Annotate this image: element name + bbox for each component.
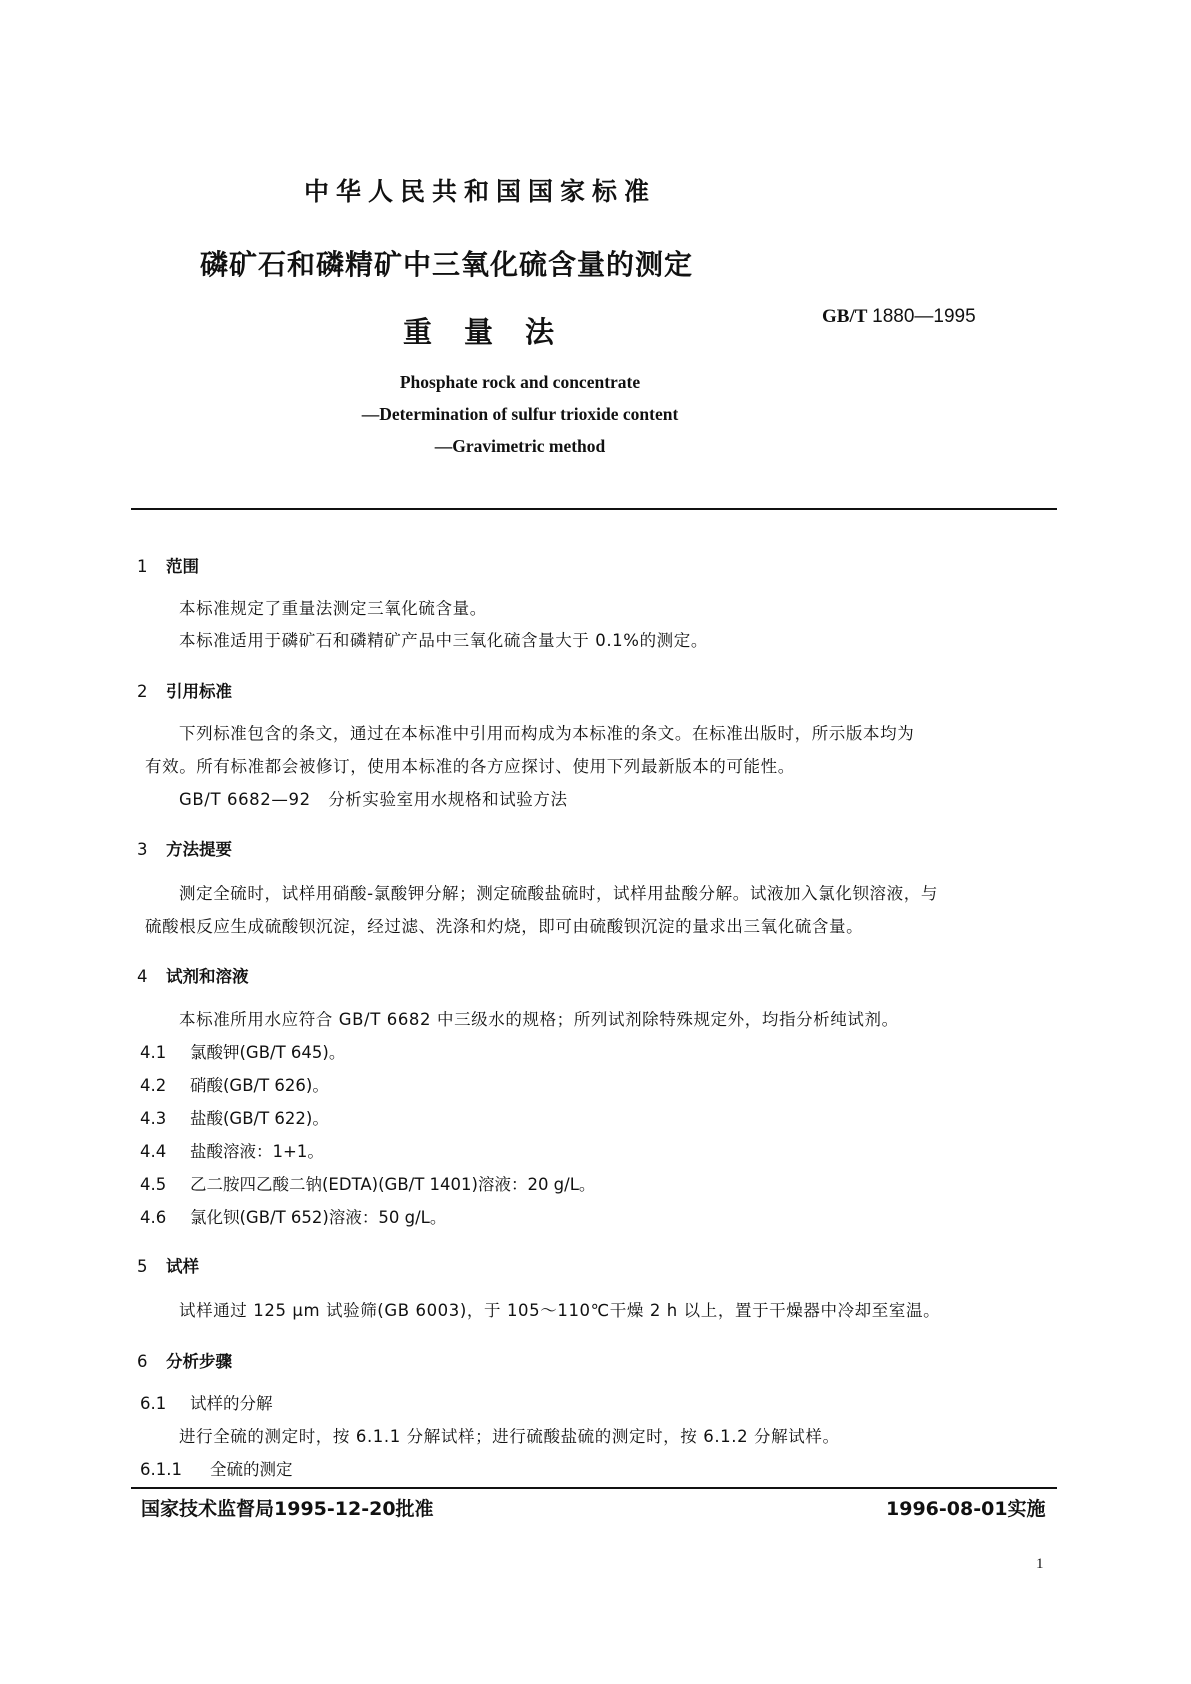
section-title: 引用标准	[166, 682, 232, 701]
item-text: 硝酸(GB/T 626)。	[190, 1076, 329, 1095]
national-standard-heading: 中华人民共和国国家标准	[303, 177, 656, 206]
subsection-6-1-1	[140, 1456, 293, 1480]
item-number: 4.3	[140, 1109, 167, 1128]
list-item	[140, 1072, 329, 1096]
footer-divider	[131, 1487, 1057, 1489]
section-4-heading	[137, 963, 249, 987]
section-6-heading	[137, 1348, 232, 1372]
title-english-line3: —Gravimetric method	[434, 436, 606, 456]
section-number: 5	[137, 1257, 148, 1276]
section-title: 分析步骤	[166, 1352, 232, 1371]
approval-date: 国家技术监督局1995-12-20批准	[141, 1498, 434, 1520]
item-text: 氯酸钾(GB/T 645)。	[190, 1043, 346, 1062]
section-2-paragraph-line1: 下列标准包含的条文，通过在本标准中引用而构成为本标准的条文。在标准出版时，所示版本均为	[179, 724, 915, 743]
standard-prefix: GB/T	[822, 306, 868, 327]
item-text: 盐酸(GB/T 622)。	[190, 1109, 329, 1128]
title-english-line2: —Determination of sulfur trioxide content	[361, 404, 679, 424]
list-item	[140, 1039, 345, 1063]
section-title: 试样	[166, 1257, 199, 1276]
section-1-paragraph-1: 本标准规定了重量法测定三氧化硫含量。	[179, 599, 487, 618]
item-text: 乙二胺四乙酸二钠(EDTA)(GB/T 1401)溶液：20 g/L。	[190, 1175, 596, 1194]
section-2-paragraph-line2: 有效。所有标准都会被修订，使用本标准的各方应探讨、使用下列最新版本的可能性。	[145, 757, 795, 776]
item-text: 盐酸溶液：1+1。	[190, 1142, 324, 1161]
item-text: 氯化钡(GB/T 652)溶液：50 g/L。	[190, 1208, 447, 1227]
title-chinese-line2: 重量法	[403, 315, 587, 349]
header-divider	[131, 508, 1057, 510]
implementation-date: 1996-08-01实施	[886, 1498, 1046, 1520]
item-number: 4.6	[140, 1208, 167, 1227]
section-1-paragraph-2: 本标准适用于磷矿石和磷精矿产品中三氧化硫含量大于 0.1%的测定。	[179, 631, 708, 650]
section-4-paragraph: 本标准所用水应符合 GB/T 6682 中三级水的规格；所列试剂除特殊规定外，均指分析纯试剂。	[179, 1010, 899, 1029]
title-english-line1: Phosphate rock and concentrate	[399, 372, 641, 392]
list-item	[140, 1171, 595, 1195]
section-number: 2	[137, 682, 148, 701]
referenced-standard: GB/T 6682—92 分析实验室用水规格和试验方法	[179, 790, 568, 809]
item-number: 6.1.1	[140, 1460, 182, 1479]
section-title: 范围	[166, 557, 199, 576]
section-6-paragraph: 进行全硫的测定时，按 6.1.1 分解试样；进行硫酸盐硫的测定时，按 6.1.2 分解试样。	[179, 1427, 840, 1446]
section-2-heading	[137, 678, 232, 702]
section-5-paragraph: 试样通过 125 μm 试验筛(GB 6003)，于 105～110℃干燥 2 h 以上，置于干燥器中冷却至室温。	[179, 1301, 941, 1320]
item-number: 4.1	[140, 1043, 167, 1062]
section-3-paragraph-line2: 硫酸根反应生成硫酸钡沉淀，经过滤、洗涤和灼烧，即可由硫酸钡沉淀的量求出三氧化硫含量。	[145, 917, 864, 936]
section-3-paragraph-line1: 测定全硫时，试样用硝酸-氯酸钾分解；测定硫酸盐硫时，试样用盐酸分解。试液加入氯化钡溶液，与	[179, 884, 938, 903]
section-number: 1	[137, 557, 148, 576]
item-number: 4.5	[140, 1175, 167, 1194]
item-number: 4.4	[140, 1142, 167, 1161]
section-title: 方法提要	[166, 840, 232, 859]
section-number: 6	[137, 1352, 148, 1371]
subsection-6-1	[140, 1390, 273, 1414]
item-number: 6.1	[140, 1394, 167, 1413]
standard-number	[822, 306, 976, 328]
list-item	[140, 1138, 324, 1162]
section-3-heading	[137, 836, 232, 860]
section-title: 试剂和溶液	[166, 967, 249, 986]
list-item	[140, 1204, 446, 1228]
standard-code: 1880—1995	[872, 306, 976, 327]
page-number: 1	[1036, 1556, 1044, 1572]
list-item	[140, 1105, 329, 1129]
item-text: 全硫的测定	[210, 1460, 293, 1479]
section-number: 3	[137, 840, 148, 859]
item-text: 试样的分解	[190, 1394, 273, 1413]
title-chinese-line1: 磷矿石和磷精矿中三氧化硫含量的测定	[200, 248, 694, 281]
section-number: 4	[137, 967, 148, 986]
section-5-heading	[137, 1253, 199, 1277]
item-number: 4.2	[140, 1076, 167, 1095]
section-1-heading	[137, 553, 199, 577]
